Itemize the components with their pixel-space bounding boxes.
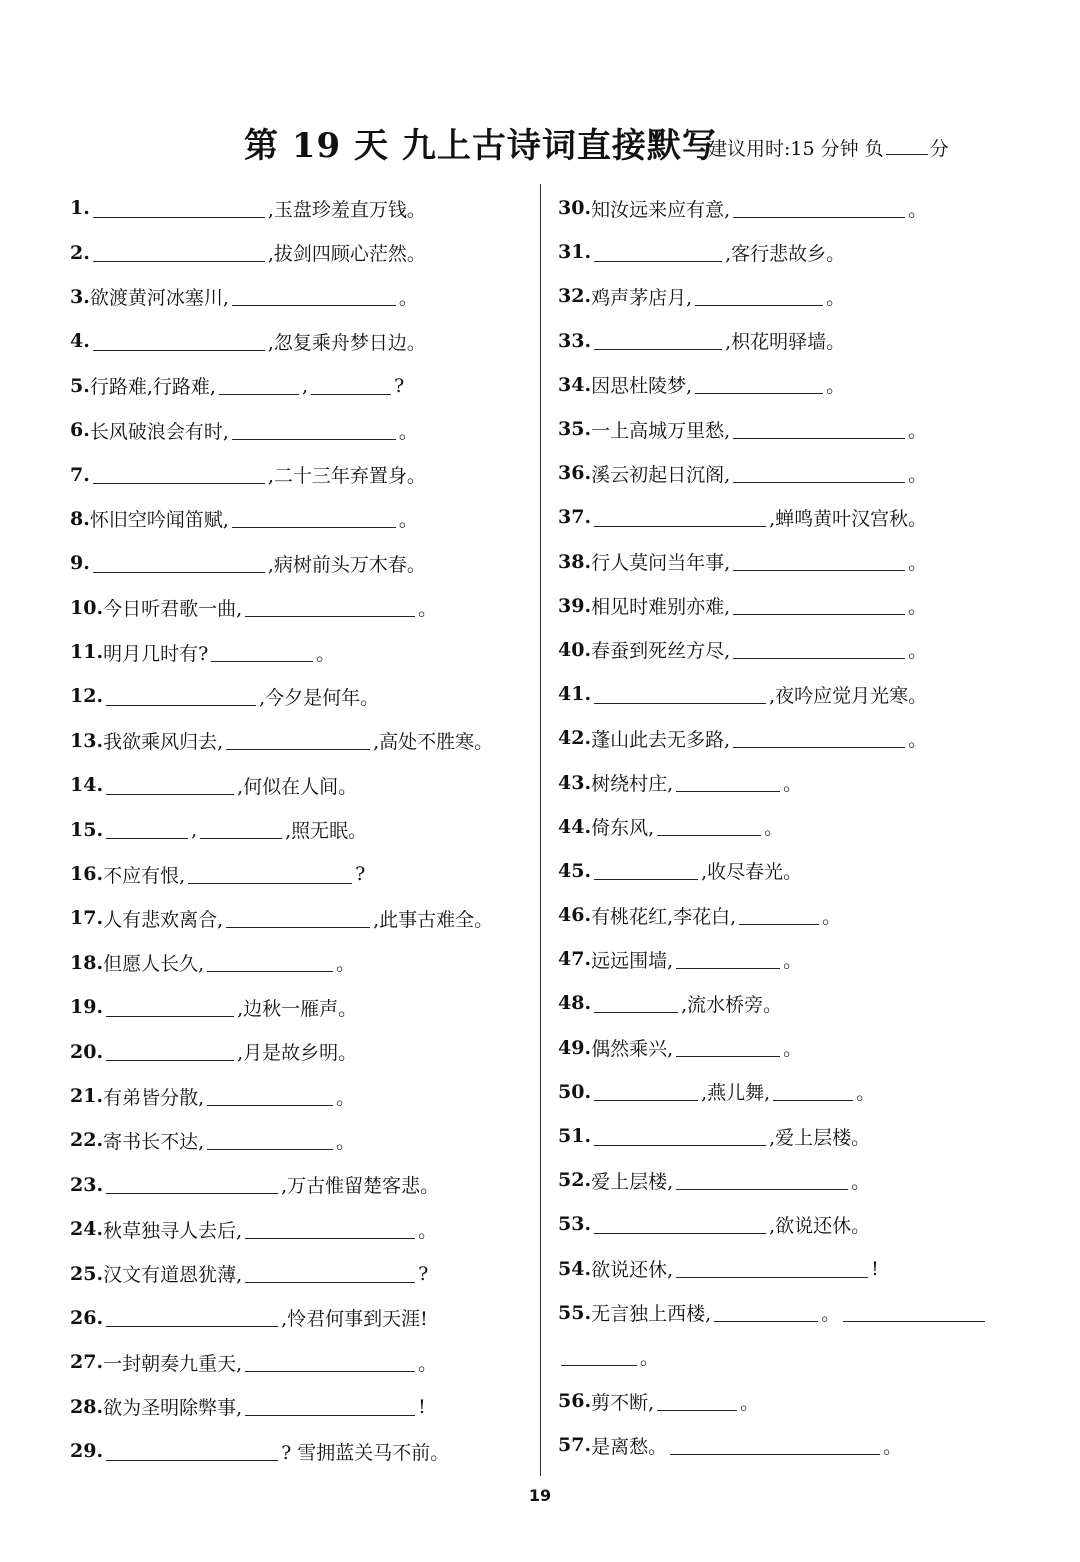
answer-blank[interactable] [843, 1303, 985, 1322]
question-number: 26. [70, 1306, 104, 1329]
poem-text: 。 [908, 596, 928, 619]
poem-text: 。 [418, 1352, 438, 1375]
poem-text: ,蝉鸣黄叶汉宫秋。 [769, 507, 928, 530]
poem-text: 溪云初起日沉阁, [591, 463, 731, 486]
poem-text: 明月几时有? [103, 642, 209, 665]
question-item [70, 1251, 530, 1295]
question-number: 6. [70, 419, 90, 442]
question-number: 1. [70, 197, 90, 220]
poem-text: 长风破浪会有时, [89, 420, 229, 443]
poem-text: ? [355, 863, 366, 886]
answer-blank[interactable] [211, 643, 313, 662]
poem-text: ,流水桥旁。 [681, 993, 783, 1016]
poem-text: 远远围墙, [591, 949, 674, 972]
question-item [558, 1026, 1028, 1070]
question-number: 43. [558, 771, 592, 794]
answer-blank[interactable] [739, 906, 819, 925]
question-item [70, 586, 530, 630]
poem-text: 。 [398, 287, 418, 310]
question-item [70, 852, 530, 896]
poem-text: 偶然乘兴, [591, 1038, 674, 1061]
answer-blank[interactable] [232, 287, 396, 306]
answer-blank[interactable] [676, 950, 780, 969]
poem-text: 知汝远来应有意, [591, 198, 731, 221]
poem-text: ,二十三年弃置身。 [267, 465, 426, 488]
question-item [558, 540, 1028, 584]
question-item [558, 230, 1028, 274]
question-item [70, 1385, 530, 1429]
question-item [558, 1423, 1028, 1467]
poem-text: ,忽复乘舟梦日边。 [267, 331, 426, 354]
question-number: 34. [558, 373, 592, 396]
poem-text: ,月是故乡明。 [237, 1042, 358, 1065]
poem-text: 蓬山此去无多路, [591, 728, 731, 751]
poem-text: 。 [826, 375, 846, 398]
poem-text: ! [871, 1257, 879, 1280]
answer-blank[interactable] [93, 243, 265, 262]
poem-text: 行人莫问当年事, [591, 552, 731, 575]
answer-blank[interactable] [676, 1038, 780, 1057]
time-advice [708, 134, 949, 161]
question-number: 44. [558, 815, 592, 838]
poem-text: 但愿人长久, [103, 953, 205, 976]
question-item [70, 807, 530, 851]
question-number: 35. [558, 418, 592, 441]
poem-text: 。 [336, 1130, 356, 1153]
answer-blank[interactable] [245, 1353, 415, 1372]
poem-text: ,今夕是何年。 [259, 686, 380, 709]
answer-blank[interactable] [594, 508, 766, 527]
question-item [70, 1029, 530, 1073]
poem-text: 行路难,行路难, [89, 376, 216, 399]
poem-text: 。 [640, 1347, 660, 1370]
poem-text: ,此事古难全。 [373, 908, 494, 931]
answer-blank[interactable] [232, 509, 396, 528]
question-number: 48. [558, 992, 592, 1015]
answer-blank[interactable] [106, 1308, 278, 1327]
poem-text: ,照无眠。 [285, 820, 368, 843]
left-column [70, 186, 530, 1473]
question-item [558, 1247, 1028, 1291]
question-item [70, 763, 530, 807]
poem-text: 。 [418, 598, 438, 621]
answer-blank[interactable] [695, 287, 823, 306]
poem-text: 相见时难别亦难, [591, 596, 731, 619]
answer-blank[interactable] [188, 865, 352, 884]
question-item [70, 364, 530, 408]
poem-text: 我欲乘风归去, [103, 731, 224, 754]
question-item [70, 941, 530, 985]
poem-text: 。 [398, 420, 418, 443]
question-item [558, 1379, 1028, 1423]
poem-text: 。 [908, 728, 928, 751]
question-number: 9. [70, 552, 90, 575]
question-item [558, 363, 1028, 407]
question-item [70, 186, 530, 230]
poem-text: ! [418, 1395, 426, 1418]
question-item [558, 319, 1028, 363]
question-number: 5. [70, 374, 90, 397]
answer-blank[interactable] [106, 1175, 278, 1194]
poem-text: 树绕村庄, [591, 773, 674, 796]
question-number: 16. [70, 863, 104, 886]
question-number: 45. [558, 859, 592, 882]
poem-text: 。 [398, 509, 418, 532]
answer-blank[interactable] [594, 243, 722, 262]
question-number: 46. [558, 904, 592, 927]
question-item [558, 628, 1028, 672]
question-item [558, 805, 1028, 849]
poem-text: , [301, 374, 308, 397]
poem-text: ? 雪拥蓝关马不前。 [281, 1441, 450, 1464]
answer-blank[interactable] [676, 1171, 848, 1190]
question-item [558, 1291, 1028, 1335]
answer-blank[interactable] [200, 820, 282, 839]
poem-text: 。 [908, 640, 928, 663]
poem-text: ,边秋一雁声。 [237, 997, 358, 1020]
poem-text: 。 [336, 1086, 356, 1109]
poem-text: 爱上层楼, [591, 1170, 674, 1193]
poem-text: ,高处不胜寒。 [373, 731, 494, 754]
poem-text: 有弟皆分散, [103, 1086, 205, 1109]
question-number: 53. [558, 1213, 592, 1236]
poem-text: 秋草独寻人去后, [103, 1219, 243, 1242]
question-item [70, 1429, 530, 1473]
question-item [70, 230, 530, 274]
poem-text: ? [393, 374, 405, 397]
question-number: 20. [70, 1040, 104, 1063]
poem-text: 。 [764, 817, 784, 840]
question-item [70, 674, 530, 718]
question-number: 28. [70, 1395, 104, 1418]
poem-text: 。 [883, 1435, 903, 1458]
question-number: 49. [558, 1036, 592, 1059]
answer-blank[interactable] [594, 1127, 766, 1146]
poem-text: ,何似在人间。 [237, 775, 358, 798]
poem-text: ,欲说还休。 [769, 1214, 871, 1237]
question-item [70, 896, 530, 940]
question-number: 3. [70, 285, 90, 308]
poem-text: 。 [908, 419, 928, 442]
answer-blank[interactable] [311, 376, 391, 395]
page-number: 19 [528, 1486, 552, 1505]
question-number: 17. [70, 907, 104, 930]
question-item [70, 497, 530, 541]
answer-blank[interactable] [106, 1442, 278, 1461]
question-number: 23. [70, 1173, 104, 1196]
poem-text: ,玉盘珍羞直万钱。 [267, 198, 426, 221]
question-item [558, 1202, 1028, 1246]
question-number: 36. [558, 462, 592, 485]
question-number: 8. [70, 507, 90, 530]
answer-blank[interactable] [695, 375, 823, 394]
answer-blank[interactable] [733, 640, 905, 659]
question-number: 57. [558, 1434, 592, 1457]
answer-blank[interactable] [733, 729, 905, 748]
question-item [70, 275, 530, 319]
poem-text: ,收尽春光。 [701, 861, 803, 884]
question-item [558, 1335, 1028, 1379]
answer-blank[interactable] [245, 1264, 415, 1283]
question-item [558, 186, 1028, 230]
answer-blank[interactable] [670, 1436, 880, 1455]
answer-blank[interactable] [106, 776, 234, 795]
question-item [558, 937, 1028, 981]
question-number: 12. [70, 685, 104, 708]
answer-blank[interactable] [93, 554, 265, 573]
answer-blank[interactable] [676, 1259, 868, 1278]
question-number: 7. [70, 463, 90, 486]
poem-text: ,怜君何事到天涯! [281, 1308, 428, 1331]
poem-text: 。 [856, 1082, 876, 1105]
poem-text: 一封朝奏九重天, [103, 1352, 243, 1375]
poem-text: ,万古惟留楚客悲。 [281, 1175, 440, 1198]
question-number: 38. [558, 550, 592, 573]
answer-blank[interactable] [207, 953, 333, 972]
poem-text: 无言独上西楼, [591, 1303, 712, 1326]
answer-blank[interactable] [207, 1087, 333, 1106]
poem-text: 。 [822, 905, 842, 928]
answer-blank[interactable] [733, 420, 905, 439]
poem-text: 一上高城万里愁, [591, 419, 731, 442]
question-number: 29. [70, 1440, 104, 1463]
question-number: 13. [70, 729, 104, 752]
question-item [70, 985, 530, 1029]
poem-text: 剪不断, [591, 1391, 655, 1414]
poem-text: ,客行悲故乡。 [725, 242, 846, 265]
question-number: 18. [70, 951, 104, 974]
poem-text: 春蚕到死丝方尽, [591, 640, 731, 663]
question-number: 19. [70, 996, 104, 1019]
poem-text: 因思杜陵梦, [591, 375, 693, 398]
question-item [70, 1163, 530, 1207]
question-number: 37. [558, 506, 592, 529]
poem-text: 。 [783, 1038, 803, 1061]
poem-text: ,爱上层楼。 [769, 1126, 871, 1149]
poem-text: 欲渡黄河冰塞川, [89, 287, 229, 310]
answer-blank[interactable] [93, 199, 265, 218]
answer-blank[interactable] [594, 685, 766, 704]
answer-blank[interactable] [93, 465, 265, 484]
question-item [558, 672, 1028, 716]
poem-text: 。 [821, 1303, 841, 1326]
poem-text: 怀旧空吟闻笛赋, [89, 509, 229, 532]
question-number: 14. [70, 774, 104, 797]
question-item [558, 407, 1028, 451]
answer-blank[interactable] [733, 199, 905, 218]
question-item [558, 760, 1028, 804]
answer-blank[interactable] [226, 909, 370, 928]
answer-blank[interactable] [561, 1347, 637, 1366]
poem-text: 。 [336, 953, 356, 976]
poem-text: 。 [908, 463, 928, 486]
answer-blank[interactable] [226, 731, 370, 750]
poem-text: 不应有恨, [103, 864, 186, 887]
answer-blank[interactable] [245, 598, 415, 617]
question-number: 30. [558, 197, 592, 220]
poem-text: , [191, 818, 198, 841]
question-number: 21. [70, 1085, 104, 1107]
poem-text: ? [418, 1262, 429, 1285]
answer-blank[interactable] [106, 998, 234, 1017]
answer-blank[interactable] [594, 1215, 766, 1234]
answer-blank[interactable] [219, 376, 299, 395]
answer-blank[interactable] [106, 1042, 234, 1061]
question-number: 39. [558, 594, 592, 617]
answer-blank[interactable] [245, 1220, 415, 1239]
question-item [558, 1158, 1028, 1202]
question-number: 31. [558, 241, 592, 264]
question-number: 10. [70, 596, 104, 619]
question-item [558, 716, 1028, 760]
question-number: 41. [558, 683, 592, 706]
answer-blank[interactable] [232, 421, 396, 440]
question-number: 50. [558, 1080, 592, 1103]
answer-blank[interactable] [733, 552, 905, 571]
advice-text: 建议用时:15 分钟 负 [708, 138, 884, 160]
question-item [70, 319, 530, 363]
poem-text: 今日听君歌一曲, [103, 598, 243, 621]
poem-text: 。 [316, 642, 336, 665]
question-item [70, 1207, 530, 1251]
poem-text: 欲为圣明除弊事, [103, 1397, 243, 1420]
question-number: 56. [558, 1390, 592, 1413]
answer-blank[interactable] [106, 820, 188, 839]
question-item [558, 451, 1028, 495]
poem-text: 是离愁。 [591, 1435, 668, 1458]
question-number: 2. [70, 241, 90, 264]
question-item [558, 893, 1028, 937]
question-number: 11. [70, 641, 104, 664]
question-number: 22. [70, 1129, 104, 1152]
question-number: 54. [558, 1257, 592, 1280]
poem-text: 。 [908, 552, 928, 575]
answer-blank[interactable] [714, 1303, 818, 1322]
question-item [70, 1074, 530, 1118]
answer-blank[interactable] [773, 1082, 853, 1101]
poem-text: 有桃花红,李花白, [591, 905, 737, 928]
poem-text: 欲说还休, [591, 1259, 674, 1282]
answer-blank[interactable] [106, 687, 256, 706]
answer-blank[interactable] [207, 1131, 333, 1150]
column-divider [540, 184, 541, 1476]
question-number: 15. [70, 818, 104, 841]
question-item [70, 1340, 530, 1384]
question-item [70, 452, 530, 496]
question-item [558, 849, 1028, 893]
question-number: 27. [70, 1351, 104, 1374]
question-item [558, 1114, 1028, 1158]
poem-text: ,拔剑四顾心茫然。 [267, 243, 426, 266]
poem-text: ,夜吟应觉月光寒。 [769, 684, 928, 707]
answer-blank[interactable] [733, 464, 905, 483]
question-item [70, 1118, 530, 1162]
question-item [70, 1296, 530, 1340]
advice-suffix: 分 [929, 138, 949, 160]
question-number: 51. [558, 1125, 592, 1148]
answer-blank[interactable] [676, 773, 780, 792]
poem-text: 。 [908, 198, 928, 221]
poem-text: 。 [851, 1170, 871, 1193]
answer-blank[interactable] [594, 994, 678, 1013]
question-number: 52. [558, 1169, 592, 1192]
answer-blank[interactable] [245, 1397, 415, 1416]
poem-text: 倚东风, [591, 817, 655, 840]
question-number: 32. [558, 285, 592, 308]
poem-text: 。 [740, 1391, 760, 1414]
question-number: 47. [558, 948, 592, 971]
answer-blank[interactable] [594, 331, 722, 350]
answer-blank[interactable] [733, 596, 905, 615]
question-number: 4. [70, 330, 90, 353]
question-item [70, 408, 530, 452]
poem-text: ,病树前头万木春。 [267, 553, 426, 576]
question-number: 24. [70, 1218, 104, 1241]
page-header [0, 118, 1080, 168]
poem-text: 。 [783, 773, 803, 796]
question-number: 40. [558, 638, 592, 661]
poem-text: 。 [826, 286, 846, 309]
question-item [558, 274, 1028, 318]
page-title: 第 19 天 九上古诗词直接默写 [244, 126, 717, 166]
poem-text: 汉文有道恩犹薄, [103, 1264, 243, 1287]
question-item [70, 719, 530, 763]
poem-text: 寄书长不达, [103, 1130, 205, 1153]
answer-blank[interactable] [594, 1082, 698, 1101]
answer-blank[interactable] [657, 1392, 737, 1411]
poem-text: 鸡声茅店月, [591, 286, 693, 309]
question-item [558, 495, 1028, 539]
question-number: 33. [558, 329, 592, 352]
poem-text: ,燕儿舞, [701, 1082, 771, 1105]
question-item [558, 1070, 1028, 1114]
poem-text: 人有悲欢离合, [103, 908, 224, 931]
right-column [558, 186, 1028, 1467]
poem-text: ,枳花明驿墙。 [725, 331, 846, 354]
answer-blank[interactable] [657, 817, 761, 836]
question-item [558, 981, 1028, 1025]
answer-blank[interactable] [93, 332, 265, 351]
question-number: 42. [558, 727, 592, 750]
answer-blank[interactable] [594, 861, 698, 880]
question-number: 55. [558, 1301, 592, 1324]
question-item [70, 630, 530, 674]
question-item [558, 584, 1028, 628]
question-item [70, 541, 530, 585]
question-number: 25. [70, 1262, 104, 1285]
poem-text: 。 [418, 1219, 438, 1242]
score-blank[interactable] [886, 136, 928, 155]
poem-text: 。 [783, 949, 803, 972]
